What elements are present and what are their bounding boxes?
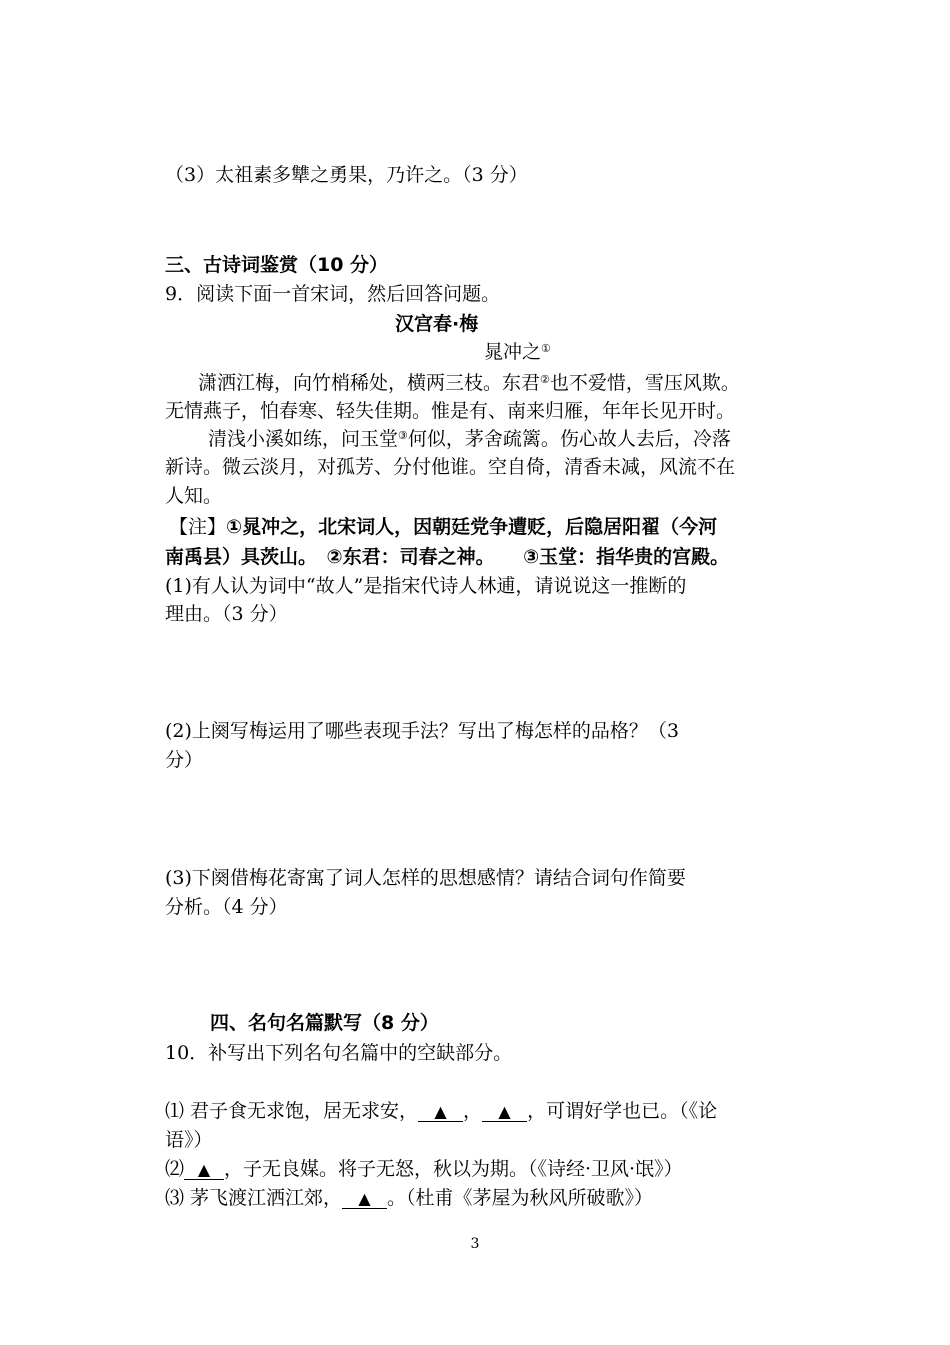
answer-blank[interactable]: ▲ [342, 1190, 387, 1209]
footnote-mark: ① [541, 342, 551, 355]
section-3-heading: 三、古诗词鉴赏（10 分） [165, 254, 389, 276]
question-8-3: （3）太祖素多犨之勇果，乃许之。（3 分） [165, 164, 528, 186]
question-9-intro: 9．阅读下面一首宋词，然后回答问题。 [165, 283, 501, 305]
page-number: 3 [470, 1236, 480, 1252]
note-prefix: 【注】 [169, 516, 227, 538]
item-text: 。（杜甫《茅屋为秋风所破歌》） [387, 1187, 654, 1209]
answer-blank[interactable]: ▲ [418, 1103, 463, 1122]
item-text: ， [463, 1100, 483, 1122]
fill-item-1: 语》） [165, 1129, 213, 1151]
fill-item-2 [165, 1157, 683, 1181]
poem-author [484, 340, 551, 364]
question-9-2: 分） [165, 749, 204, 771]
note-text: ①晁冲之，北宋词人，因朝廷党争遭贬，后隐居阳翟（今河 [226, 516, 718, 538]
fill-item-3 [165, 1186, 653, 1210]
poem-text: 潇洒江梅，向竹梢稀处，横两三枝。东君 [198, 372, 541, 394]
item-text: ⑶ 茅飞渡江洒江郊， [165, 1187, 343, 1209]
item-text: ⑵ [165, 1158, 185, 1180]
answer-blank[interactable]: ▲ [482, 1103, 527, 1122]
question-9-1: (1)有人认为词中“故人”是指宋代诗人林逋，请说说这一推断的 [165, 575, 687, 597]
fill-item-1 [165, 1099, 717, 1123]
poem-line: 无情燕子，怕春寒、轻失佳期。惟是有、南来归雁，年年长见开时。 [165, 400, 736, 422]
poem-author-name: 晁冲之 [484, 341, 542, 363]
poem-note: 南禹县）具茨山。 ②东君：司春之神。 ③玉堂：指华贵的宫殿。 [165, 546, 730, 568]
question-10-intro: 10．补写出下列名句名篇中的空缺部分。 [165, 1042, 513, 1064]
question-9-2: (2)上阕写梅运用了哪些表现手法？写出了梅怎样的品格？（3 [165, 720, 680, 742]
poem-line [208, 427, 731, 451]
question-9-3: (3)下阕借梅花寄寓了词人怎样的思想感情？请结合词句作简要 [165, 867, 686, 889]
poem-line: 新诗。微云淡月，对孤芳、分付他谁。空自倚，清香未减，风流不在 [165, 456, 736, 478]
poem-text: 清浅小溪如练，问玉堂 [208, 428, 399, 450]
footnote-mark: ③ [398, 429, 408, 442]
item-text: ，可谓好学也已。（《论 [527, 1100, 718, 1122]
poem-note [169, 515, 717, 539]
poem-text: 也不爱惜，雪压风欺。 [549, 372, 740, 394]
item-text: ，子无良媒。将子无怒，秋以为期。（《诗经·卫风·氓》） [224, 1158, 683, 1180]
question-9-3: 分析。（4 分） [165, 896, 288, 918]
poem-line [198, 371, 740, 395]
footnote-mark: ② [540, 373, 550, 386]
item-text: ⑴ 君子食无求饱，居无求安， [165, 1100, 419, 1122]
poem-line: 人知。 [165, 485, 223, 507]
answer-blank[interactable]: ▲ [184, 1161, 224, 1180]
section-4-heading: 四、名句名篇默写（8 分） [210, 1012, 439, 1034]
poem-text: 何似，茅舍疏篱。伤心故人去后，冷落 [407, 428, 731, 450]
question-9-1: 理由。（3 分） [165, 603, 288, 625]
poem-title: 汉宫春·梅 [395, 313, 479, 335]
